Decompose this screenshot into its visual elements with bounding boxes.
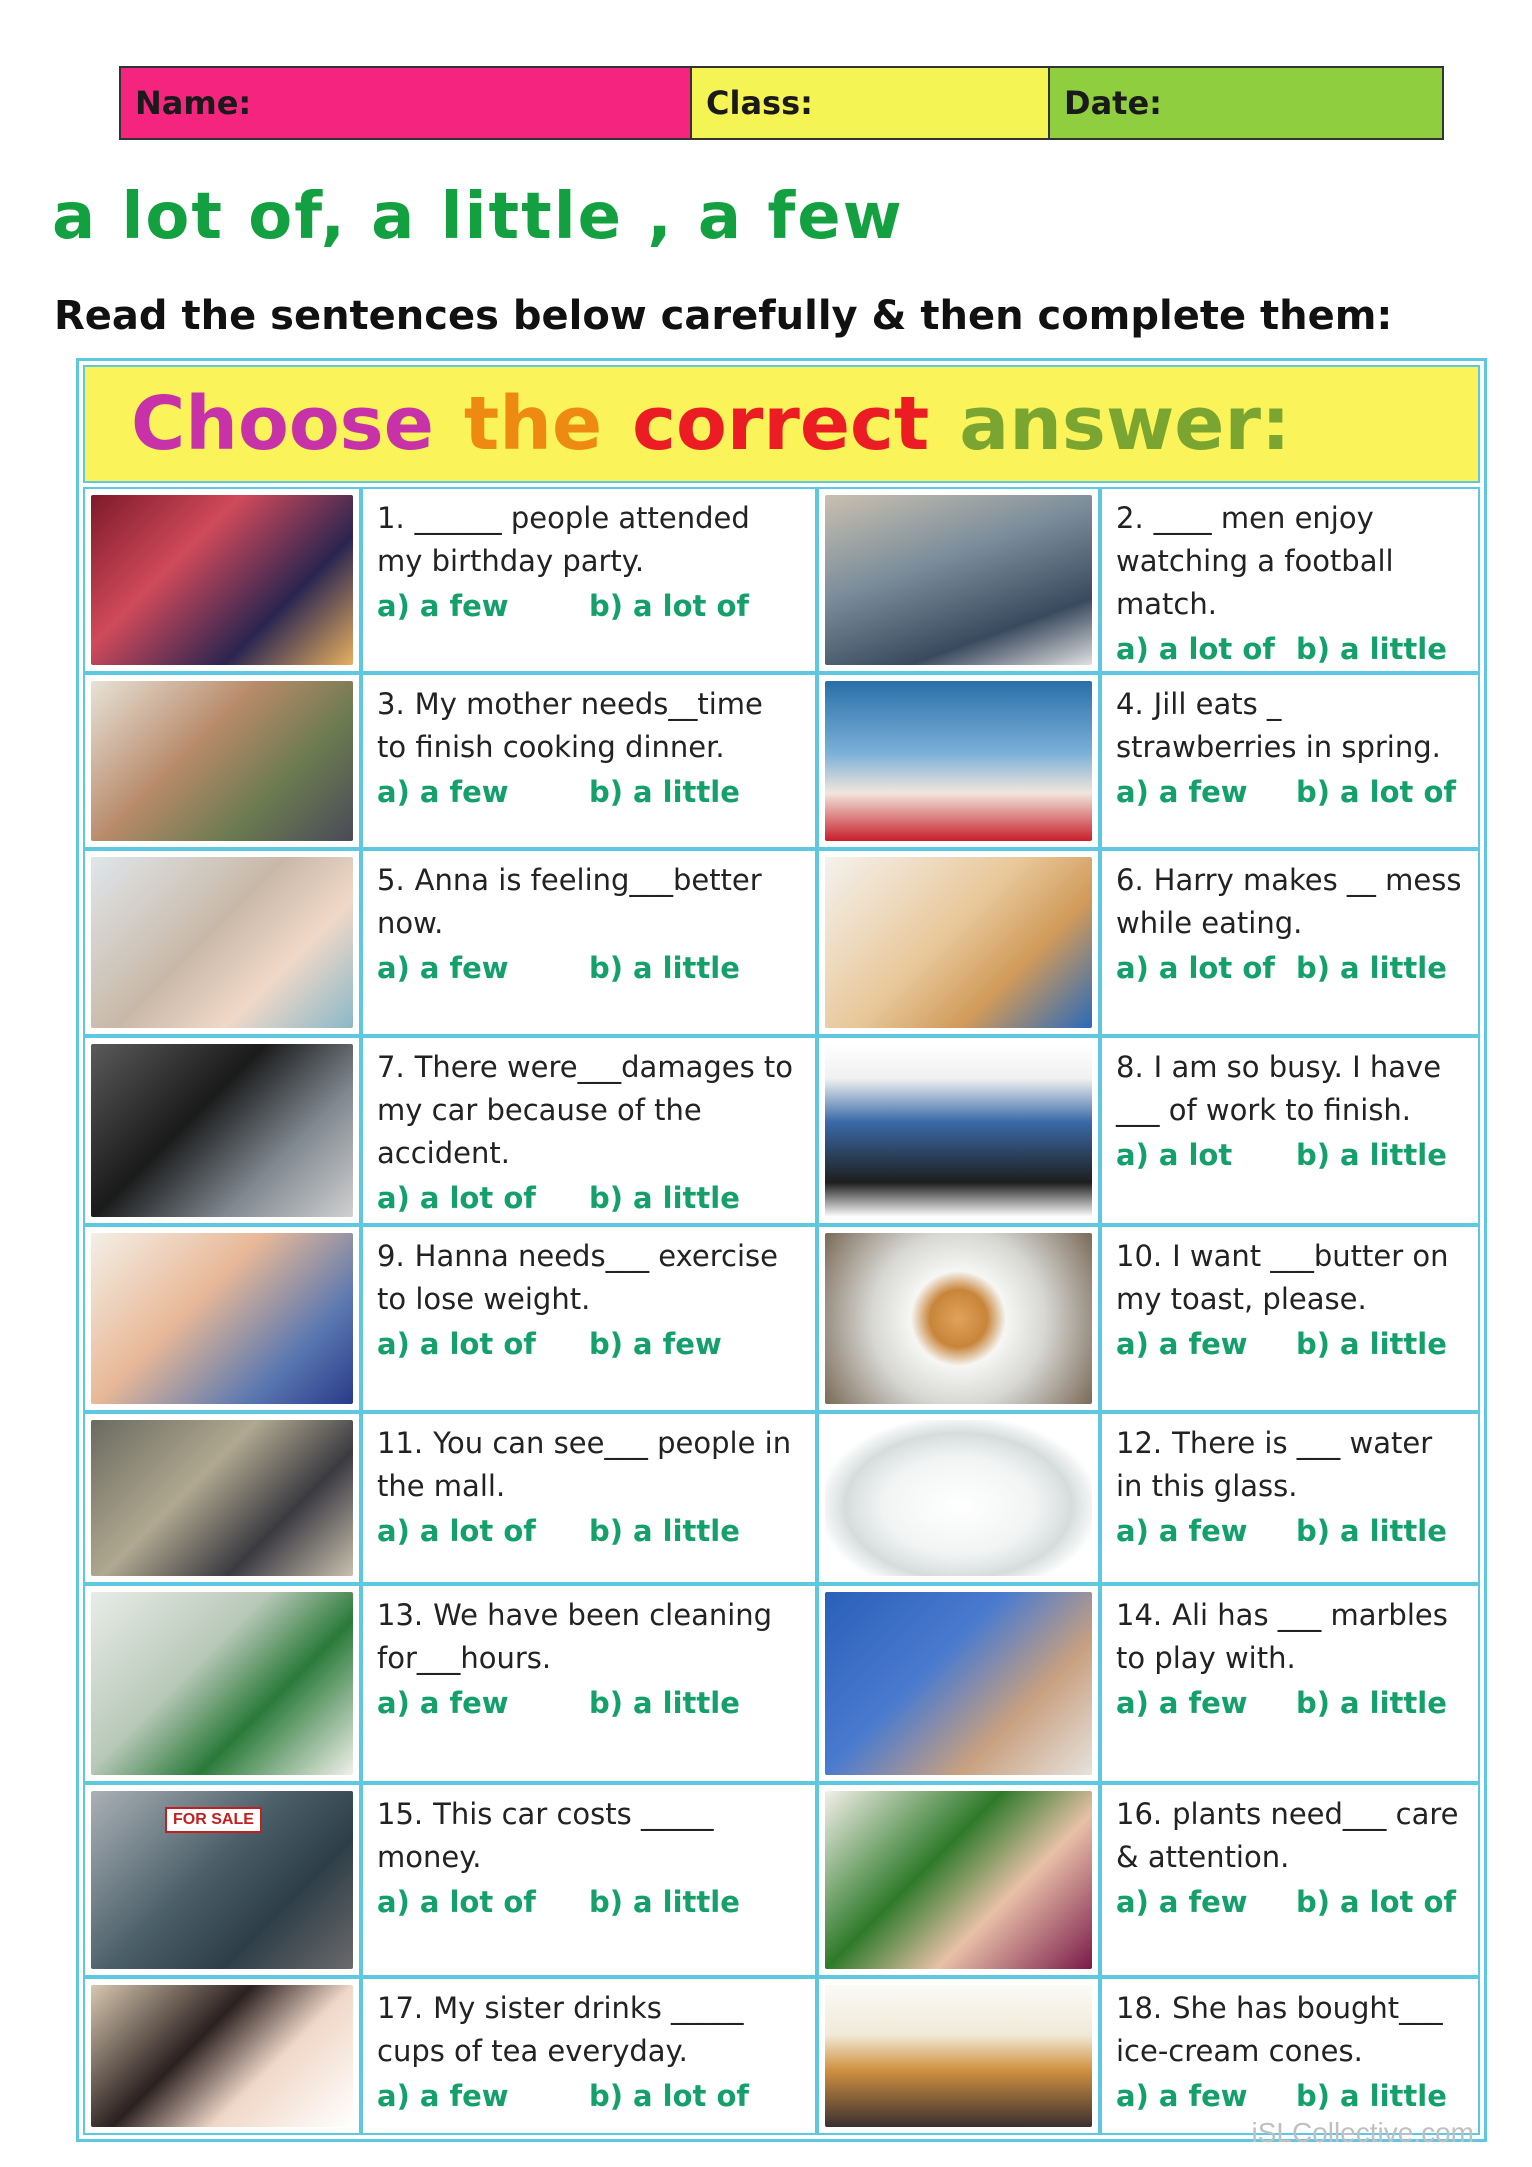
date-field[interactable] (1050, 68, 1442, 138)
option-value: a lot of (419, 1514, 536, 1548)
question-text (1116, 683, 1464, 769)
watermark: iSLCollective.com (1251, 2117, 1474, 2148)
question-text (377, 497, 801, 583)
photo-placeholder (825, 495, 1092, 665)
option-a[interactable] (1116, 1510, 1284, 1553)
for-sale-sign: FOR SALE (165, 1807, 262, 1833)
question-sentence: We have been cleaning for___hours. (377, 1598, 773, 1675)
choose-answer-banner (83, 365, 1480, 483)
question-sentence: My sister drinks _____ cups of tea everyday. (377, 1991, 744, 2068)
option-b[interactable] (1296, 628, 1464, 671)
option-b[interactable] (589, 1881, 789, 1924)
option-letter: a) (377, 1885, 410, 1919)
question-text (1116, 1594, 1464, 1680)
question-sentence: I want ___butter on my toast, please. (1116, 1239, 1449, 1316)
question-text (1116, 497, 1464, 626)
cleaning-photo (85, 1586, 359, 1781)
question-sentence: There is ___ water in this glass. (1116, 1426, 1433, 1503)
option-letter: b) (589, 2079, 624, 2113)
option-value: a lot of (1340, 1885, 1457, 1919)
question-11 (363, 1414, 815, 1582)
exercise-table (76, 358, 1487, 2142)
option-letter: a) (1116, 775, 1149, 809)
option-value: a little (633, 1181, 740, 1215)
option-value: a few (419, 589, 509, 623)
option-letter: a) (377, 1181, 410, 1215)
option-letter: b) (589, 1686, 624, 1720)
option-value: a little (1340, 2079, 1447, 2113)
question-17 (363, 1979, 815, 2133)
question-number: 1. (377, 501, 405, 535)
option-letter: a) (377, 1686, 410, 1720)
option-letter: a) (1116, 951, 1149, 985)
option-letter: b) (1296, 1514, 1331, 1548)
answer-options (1116, 1323, 1464, 1366)
question-number: 4. (1116, 687, 1144, 721)
question-text (1116, 1235, 1464, 1321)
option-value: a few (419, 951, 509, 985)
answer-options (1116, 1134, 1464, 1177)
sick-girl-photo (85, 851, 359, 1034)
football-fans-photo (819, 489, 1098, 671)
answer-options (377, 1881, 801, 1924)
option-b[interactable] (1296, 1682, 1464, 1725)
question-4 (1102, 675, 1478, 847)
option-a[interactable] (1116, 1881, 1284, 1924)
option-value: a little (633, 775, 740, 809)
exercise-photo (85, 1227, 359, 1410)
option-a[interactable] (377, 1510, 577, 1553)
question-number: 18. (1116, 1991, 1163, 2025)
option-letter: b) (1296, 775, 1331, 809)
class-field[interactable] (692, 68, 1050, 138)
instruction-text: Read the sentences below carefully & then complete them: (54, 293, 1393, 339)
busy-worker-photo (819, 1038, 1098, 1223)
question-sentence: Harry makes __ mess while eating. (1116, 863, 1462, 940)
option-letter: b) (1296, 1686, 1331, 1720)
option-value: a little (1340, 1686, 1447, 1720)
option-a[interactable] (1116, 947, 1284, 990)
question-number: 7. (377, 1050, 405, 1084)
option-b[interactable] (589, 585, 789, 628)
question-text (1116, 859, 1464, 945)
question-sentence: Anna is feeling___better now. (377, 863, 762, 940)
photo-placeholder (91, 857, 353, 1028)
option-value: a few (419, 775, 509, 809)
option-a[interactable] (377, 2075, 577, 2118)
option-a[interactable] (377, 1323, 577, 1366)
name-label: Name: (135, 84, 252, 122)
question-text (377, 1987, 801, 2073)
messy-baby-photo (819, 851, 1098, 1034)
option-a[interactable] (1116, 628, 1284, 671)
class-label: Class: (706, 84, 813, 122)
question-3 (363, 675, 815, 847)
answer-options (377, 585, 801, 628)
question-8 (1102, 1038, 1478, 1223)
option-letter: b) (589, 951, 624, 985)
option-value: a few (1158, 1885, 1248, 1919)
option-value: a few (419, 2079, 509, 2113)
question-sentence: My mother needs__time to finish cooking dinner. (377, 687, 763, 764)
option-a[interactable] (377, 771, 577, 814)
option-letter: a) (377, 951, 410, 985)
option-a[interactable] (377, 585, 577, 628)
option-value: a little (633, 1514, 740, 1548)
photo-placeholder (91, 1791, 353, 1969)
question-16 (1102, 1785, 1478, 1975)
option-letter: a) (1116, 632, 1149, 666)
question-text (377, 1235, 801, 1321)
option-value: a few (1158, 2079, 1248, 2113)
option-value: a few (1158, 775, 1248, 809)
question-18 (1102, 1979, 1478, 2133)
photo-placeholder (825, 1985, 1092, 2127)
option-a[interactable] (1116, 771, 1284, 814)
question-number: 6. (1116, 863, 1144, 897)
option-letter: b) (589, 1514, 624, 1548)
photo-placeholder (825, 681, 1092, 841)
option-b[interactable] (589, 2075, 789, 2118)
option-b[interactable] (589, 771, 789, 814)
option-letter: b) (1296, 951, 1331, 985)
toast-photo (819, 1227, 1098, 1410)
student-info-bar (119, 66, 1444, 140)
tea-photo (85, 1979, 359, 2133)
option-value: a lot of (419, 1181, 536, 1215)
option-letter: a) (377, 1327, 410, 1361)
question-5 (363, 851, 815, 1034)
question-sentence: I am so busy. I have ___ of work to finish. (1116, 1050, 1442, 1127)
question-text (377, 859, 801, 945)
question-number: 3. (377, 687, 405, 721)
option-b[interactable] (1296, 1881, 1464, 1924)
question-text (377, 1422, 801, 1508)
photo-placeholder (825, 1044, 1092, 1217)
option-value: a lot of (419, 1885, 536, 1919)
photo-placeholder (825, 1592, 1092, 1775)
question-sentence: Ali has ___ marbles to play with. (1116, 1598, 1448, 1675)
photo-placeholder (825, 1420, 1092, 1576)
strawberries-photo (819, 675, 1098, 847)
answer-options (377, 1510, 801, 1553)
option-value: a few (633, 1327, 722, 1361)
option-letter: b) (589, 1181, 624, 1215)
answer-options (1116, 2075, 1464, 2118)
answer-options (1116, 1510, 1464, 1553)
photo-placeholder (91, 681, 353, 841)
question-sentence: ______ people attended my birthday party. (377, 501, 750, 578)
option-value: a lot (1158, 1138, 1233, 1172)
question-9 (363, 1227, 815, 1410)
answer-options (1116, 771, 1464, 814)
option-a[interactable] (377, 1881, 577, 1924)
question-sentence: ____ men enjoy watching a football match. (1116, 501, 1394, 621)
question-6 (1102, 851, 1478, 1034)
question-text (377, 1793, 801, 1879)
option-b[interactable] (589, 1510, 789, 1553)
option-letter: b) (1296, 2079, 1331, 2113)
photo-placeholder (91, 1044, 353, 1217)
option-letter: a) (1116, 1514, 1149, 1548)
option-value: a little (1340, 951, 1447, 985)
option-b[interactable] (1296, 771, 1464, 814)
photo-placeholder (91, 1420, 353, 1576)
option-b[interactable] (589, 1177, 789, 1220)
option-value: a little (1340, 632, 1447, 666)
date-label: Date: (1064, 84, 1162, 122)
question-12 (1102, 1414, 1478, 1582)
question-number: 2. (1116, 501, 1144, 535)
option-b[interactable] (1296, 1510, 1464, 1553)
option-a[interactable] (1116, 1682, 1284, 1725)
banner-word-4: answer: (959, 381, 1291, 467)
question-number: 14. (1116, 1598, 1163, 1632)
question-text (377, 683, 801, 769)
question-13 (363, 1586, 815, 1781)
marbles-photo (819, 1586, 1098, 1781)
question-sentence: Jill eats _ strawberries in spring. (1116, 687, 1441, 764)
option-value: a lot of (633, 589, 750, 623)
question-sentence: This car costs _____ money. (377, 1797, 714, 1874)
option-letter: a) (377, 589, 410, 623)
answer-options (377, 1682, 801, 1725)
option-value: a little (633, 1885, 740, 1919)
answer-options (377, 2075, 801, 2118)
banner-word-1: Choose (131, 381, 434, 467)
option-a[interactable] (377, 1682, 577, 1725)
question-number: 9. (377, 1239, 405, 1273)
option-letter: b) (1296, 1327, 1331, 1361)
option-value: a little (633, 1686, 740, 1720)
option-value: a few (1158, 1514, 1248, 1548)
option-letter: a) (1116, 1885, 1149, 1919)
name-field[interactable] (121, 68, 692, 138)
photo-placeholder (91, 1592, 353, 1775)
answer-options (377, 771, 801, 814)
question-14 (1102, 1586, 1478, 1781)
question-text (1116, 1793, 1464, 1879)
option-letter: a) (377, 1514, 410, 1548)
question-text (1116, 1422, 1464, 1508)
option-value: a lot of (1340, 775, 1457, 809)
question-grid (83, 487, 1480, 2135)
question-number: 15. (377, 1797, 424, 1831)
option-letter: a) (1116, 2079, 1149, 2113)
photo-placeholder (91, 495, 353, 665)
option-value: a little (1340, 1138, 1447, 1172)
question-number: 11. (377, 1426, 424, 1460)
option-a[interactable] (1116, 1323, 1284, 1366)
option-value: a lot of (633, 2079, 750, 2113)
plants-photo (819, 1785, 1098, 1975)
question-7 (363, 1038, 815, 1223)
banner-word-2: the (463, 381, 603, 467)
question-number: 5. (377, 863, 405, 897)
option-value: a lot of (1158, 632, 1275, 666)
option-letter: b) (589, 1327, 624, 1361)
option-letter: b) (1296, 632, 1331, 666)
question-number: 10. (1116, 1239, 1163, 1273)
option-letter: a) (1116, 1138, 1149, 1172)
option-letter: a) (377, 775, 410, 809)
option-letter: b) (589, 1885, 624, 1919)
option-value: a few (419, 1686, 509, 1720)
question-2 (1102, 489, 1478, 671)
cooking-photo (85, 675, 359, 847)
question-sentence: Hanna needs___ exercise to lose weight. (377, 1239, 778, 1316)
option-letter: b) (1296, 1885, 1331, 1919)
mall-photo (85, 1414, 359, 1582)
option-b[interactable] (589, 947, 789, 990)
car-for-sale-photo (85, 1785, 359, 1975)
ice-cream-photo (819, 1979, 1098, 2133)
answer-options (377, 947, 801, 990)
question-sentence: plants need___ care & attention. (1116, 1797, 1459, 1874)
question-text (377, 1046, 801, 1175)
option-a[interactable] (1116, 1134, 1284, 1177)
option-b[interactable] (1296, 1134, 1464, 1177)
question-number: 12. (1116, 1426, 1163, 1460)
option-value: a lot of (419, 1327, 536, 1361)
option-value: a few (1158, 1327, 1248, 1361)
option-value: a little (1340, 1327, 1447, 1361)
option-b[interactable] (1296, 2075, 1464, 2118)
question-10 (1102, 1227, 1478, 1410)
question-number: 13. (377, 1598, 424, 1632)
option-value: a lot of (1158, 951, 1275, 985)
question-number: 16. (1116, 1797, 1163, 1831)
option-letter: b) (589, 775, 624, 809)
photo-placeholder (825, 1233, 1092, 1404)
question-sentence: There were___damages to my car because of the accident. (377, 1050, 794, 1170)
option-b[interactable] (589, 1682, 789, 1725)
option-b[interactable] (589, 1323, 789, 1366)
option-b[interactable] (1296, 1323, 1464, 1366)
option-a[interactable] (377, 1177, 577, 1220)
answer-options (1116, 1682, 1464, 1725)
option-letter: a) (377, 2079, 410, 2113)
photo-placeholder (91, 1233, 353, 1404)
photo-placeholder (825, 857, 1092, 1028)
question-1 (363, 489, 815, 671)
option-letter: a) (1116, 1686, 1149, 1720)
answer-options (377, 1323, 801, 1366)
option-letter: a) (1116, 1327, 1149, 1361)
question-sentence: She has bought___ ice-cream cones. (1116, 1991, 1443, 2068)
option-b[interactable] (1296, 947, 1464, 990)
banner-word-3: correct (632, 381, 930, 467)
option-letter: b) (589, 589, 624, 623)
worksheet-title: a lot of, a little , a few (52, 180, 904, 254)
question-number: 8. (1116, 1050, 1144, 1084)
option-letter: b) (1296, 1138, 1331, 1172)
answer-options (1116, 1881, 1464, 1924)
option-value: a few (1158, 1686, 1248, 1720)
glass-photo (819, 1414, 1098, 1582)
question-sentence: You can see___ people in the mall. (377, 1426, 792, 1503)
answer-options (1116, 947, 1464, 990)
photo-placeholder (825, 1791, 1092, 1969)
option-value: a little (1340, 1514, 1447, 1548)
party-photo (85, 489, 359, 671)
question-text (1116, 1046, 1464, 1132)
answer-options (1116, 628, 1464, 671)
question-number: 17. (377, 1991, 424, 2025)
answer-options (377, 1177, 801, 1220)
option-a[interactable] (377, 947, 577, 990)
question-text (1116, 1987, 1464, 2073)
question-15 (363, 1785, 815, 1975)
question-text (377, 1594, 801, 1680)
option-value: a little (633, 951, 740, 985)
option-a[interactable] (1116, 2075, 1284, 2118)
car-accident-photo (85, 1038, 359, 1223)
photo-placeholder (91, 1985, 353, 2127)
